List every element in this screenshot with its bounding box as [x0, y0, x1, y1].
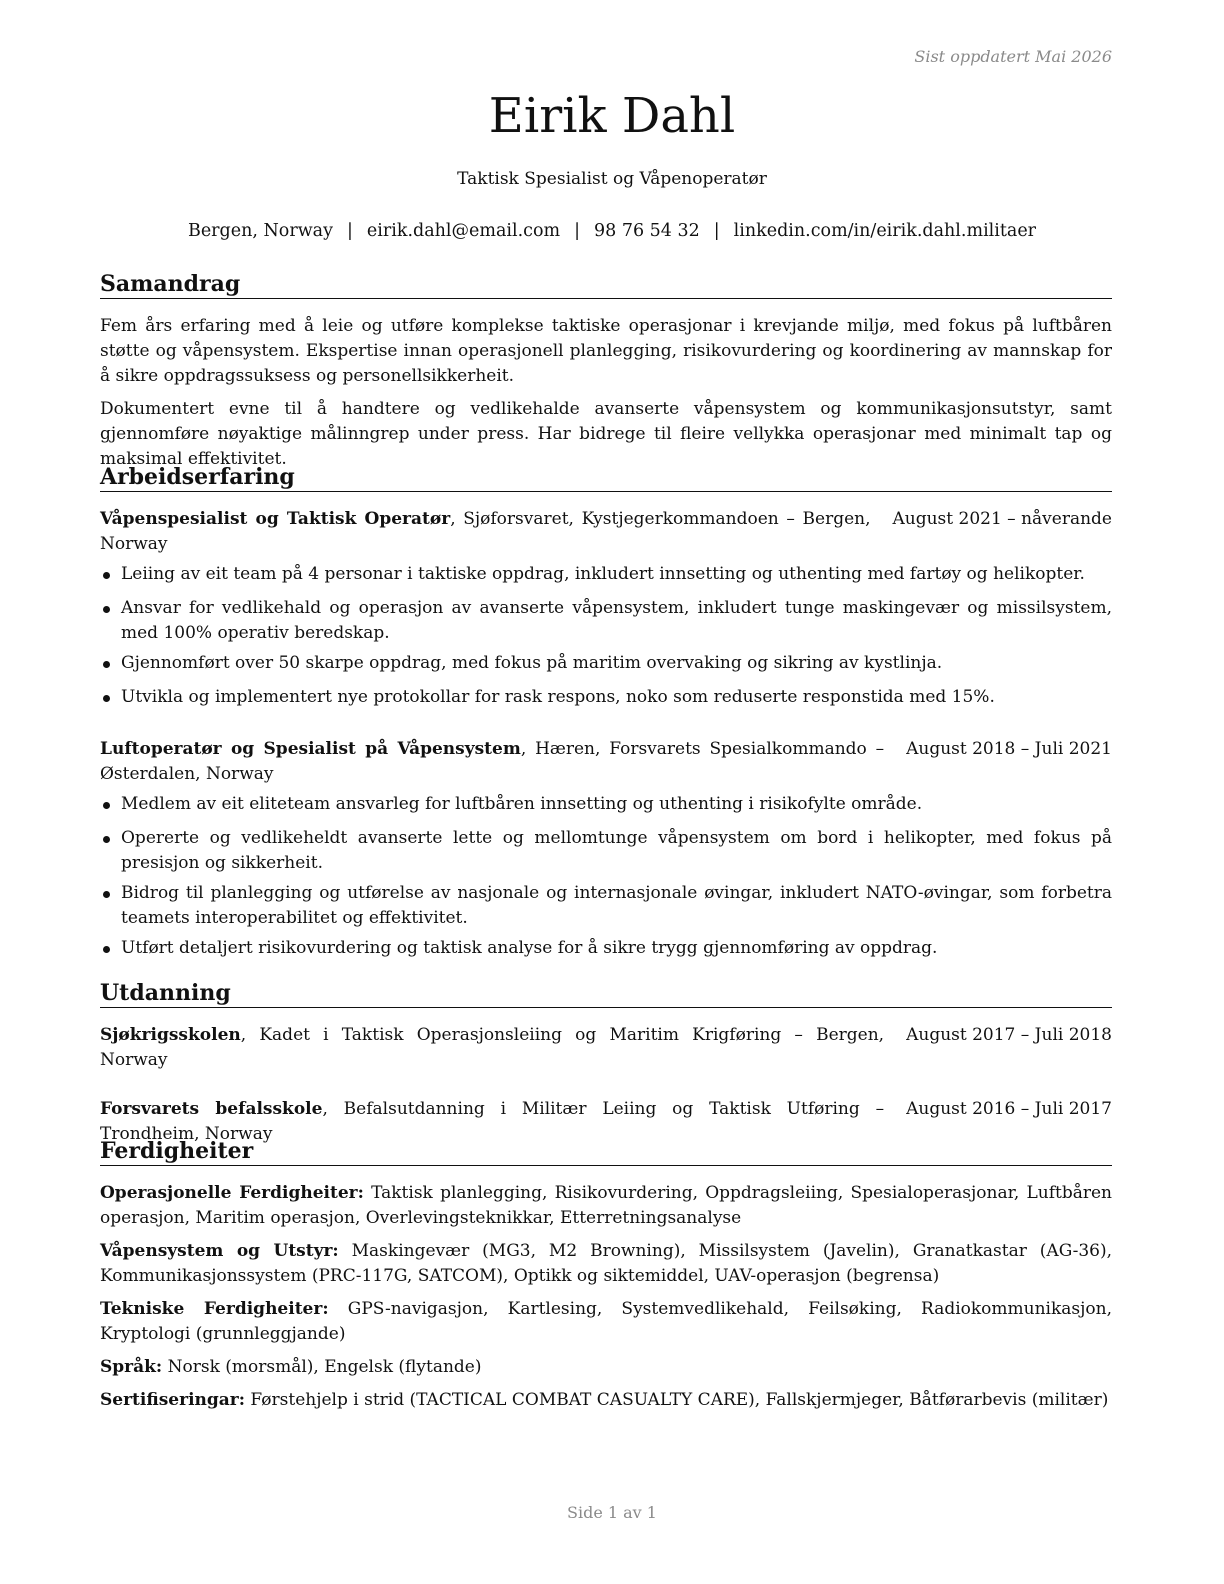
- list-item: Leiing av eit team på 4 personar i taktiske oppdrag, inkludert innsetting og uthenting med fartøy og helikopter.: [100, 562, 1112, 587]
- section-title-summary: Samandrag: [100, 270, 1112, 299]
- job-bullets: [100, 792, 1112, 961]
- contact-email[interactable]: eirik.dahl@email.com: [366, 221, 561, 241]
- skill-value: Taktisk planlegging, Risikovurdering, Oppdragsleiing, Spesialoperasjonar, Luftbåren operasjon, Maritim operasjon, Overlevingsteknikkar, Etterretningsanalyse: [100, 1183, 1112, 1228]
- skill-label: Operasjonelle Ferdigheiter:: [100, 1183, 364, 1203]
- skill-row: [100, 1181, 1112, 1231]
- skill-value: Førstehjelp i strid (TACTICAL COMBAT CASUALTY CARE), Fallskjermjeger, Båtførarbevis (militær): [245, 1390, 1109, 1410]
- list-item: Utvikla og implementert nye protokollar for rask respons, noko som reduserte responstida med 15%.: [100, 685, 1112, 710]
- education-detail: , Kadet i Taktisk Operasjonsleiing og Maritim Krigføring – Bergen, Norway: [100, 1025, 885, 1070]
- skill-row: [100, 1239, 1112, 1289]
- last-updated: Sist oppdatert Mai 2026: [914, 47, 1112, 66]
- job-title-line: [100, 737, 884, 787]
- job-position: Våpenspesialist og Taktisk Operatør: [100, 509, 451, 529]
- skill-row: [100, 1297, 1112, 1347]
- job-dates: August 2018 – Juli 2021: [906, 739, 1112, 759]
- contact-line: [0, 219, 1224, 244]
- job-header: [100, 737, 1112, 787]
- job-entry: [100, 507, 1112, 710]
- summary-paragraph: Fem års erfaring med å leie og utføre komplekse taktiske operasjonar i krevjande miljø, med fokus på luftbåren støtte og våpensystem. Ekspertise innan operasjonell planlegging, risikovurdering og koordinering av mannskap for å sikre oppdragssuksess og personellsikkerheit.: [100, 316, 1112, 386]
- skill-value: Maskingevær (MG3, M2 Browning), Missilsystem (Javelin), Granatkastar (AG-36), Kommunikasjonssystem (PRC-117G, SATCOM), Optikk og siktemiddel, UAV-operasjon (begrensa): [100, 1241, 1112, 1286]
- list-item: Gjennomført over 50 skarpe oppdrag, med fokus på maritim overvaking og sikring av kystlinja.: [100, 651, 1112, 676]
- education-section: [100, 979, 1112, 1147]
- education-detail: , Befalsutdanning i Militær Leiing og Taktisk Utføring – Trondheim, Norway: [100, 1099, 885, 1144]
- education-dates: August 2017 – Juli 2018: [906, 1025, 1112, 1045]
- section-title-experience: Arbeidserfaring: [100, 463, 1112, 492]
- list-item: Utført detaljert risikovurdering og taktisk analyse for å sikre trygg gjennomføring av oppdrag.: [100, 936, 1112, 961]
- job-organization: , Hæren, Forsvarets Spesialkommando – Østerdalen, Norway: [100, 739, 885, 784]
- contact-separator: |: [347, 221, 353, 241]
- skill-label: Språk:: [100, 1357, 163, 1377]
- list-item: Opererte og vedlikeheldt avanserte lette og mellomtunge våpensystem om bord i helikopter, med fokus på presisjon og sikkerheit.: [100, 826, 1112, 876]
- candidate-role: Taktisk Spesialist og Våpenoperatør: [457, 169, 767, 189]
- skill-label: Sertifiseringar:: [100, 1390, 246, 1410]
- list-item: Ansvar for vedlikehald og operasjon av avanserte våpensystem, inkludert tunge maskingevær og missilsystem, med 100% operativ beredskap.: [100, 596, 1112, 646]
- summary-paragraph: Dokumentert evne til å handtere og vedlikehalde avanserte våpensystem og kommunikasjonsutstyr, samt gjennomføre nøyaktige målinngrep under press. Har bidrege til fleire vellykka operasjonar med minimalt tap og maksimal effektivitet.: [100, 399, 1112, 469]
- skill-row: [100, 1388, 1112, 1413]
- contact-phone[interactable]: 98 76 54 32: [594, 221, 700, 241]
- contact-separator: |: [574, 221, 580, 241]
- skill-value: Norsk (morsmål), Engelsk (flytande): [162, 1357, 482, 1377]
- skills-section: [100, 1137, 1112, 1413]
- education-school: Forsvarets befalsskole: [100, 1099, 323, 1119]
- skill-label: Tekniske Ferdigheiter:: [100, 1299, 329, 1319]
- job-organization: , Sjøforsvaret, Kystjegerkommandoen – Bergen, Norway: [100, 509, 871, 554]
- list-item: Medlem av eit eliteteam ansvarleg for luftbåren innsetting og uthenting i risikofylte område.: [100, 792, 1112, 817]
- contact-linkedin[interactable]: linkedin.com/in/eirik.dahl.militaer: [733, 221, 1037, 241]
- job-header: [100, 507, 1112, 557]
- job-title-line: [100, 507, 871, 557]
- section-title-education: Utdanning: [100, 979, 1112, 1008]
- education-school: Sjøkrigsskolen: [100, 1025, 241, 1045]
- contact-location: Bergen, Norway: [187, 221, 334, 241]
- candidate-name: Eirik Dahl: [488, 88, 736, 144]
- job-entry: [100, 737, 1112, 961]
- section-title-skills: Ferdigheiter: [100, 1137, 1112, 1166]
- education-title-line: [100, 1023, 884, 1073]
- page-number: Side 1 av 1: [567, 1503, 657, 1522]
- list-item: Bidrog til planlegging og utførelse av nasjonale og internasjonale øvingar, inkludert NATO-øvingar, som forbetra teamets interoperabilitet og effektivitet.: [100, 881, 1112, 931]
- skill-value: GPS-navigasjon, Kartlesing, Systemvedlikehald, Feilsøking, Radiokommunikasjon, Kryptologi (grunnleggjande): [100, 1299, 1113, 1344]
- experience-section: [100, 463, 1112, 961]
- job-position: Luftoperatør og Spesialist på Våpensystem: [100, 739, 521, 759]
- contact-separator: |: [713, 221, 720, 241]
- skill-row: [100, 1355, 1112, 1380]
- job-bullets: [100, 562, 1112, 710]
- education-entry: [100, 1023, 1112, 1073]
- job-dates: August 2021 – nåverande: [892, 509, 1112, 529]
- skill-label: Våpensystem og Utstyr:: [100, 1241, 339, 1261]
- education-dates: August 2016 – Juli 2017: [906, 1099, 1112, 1119]
- summary-section: [100, 270, 1112, 472]
